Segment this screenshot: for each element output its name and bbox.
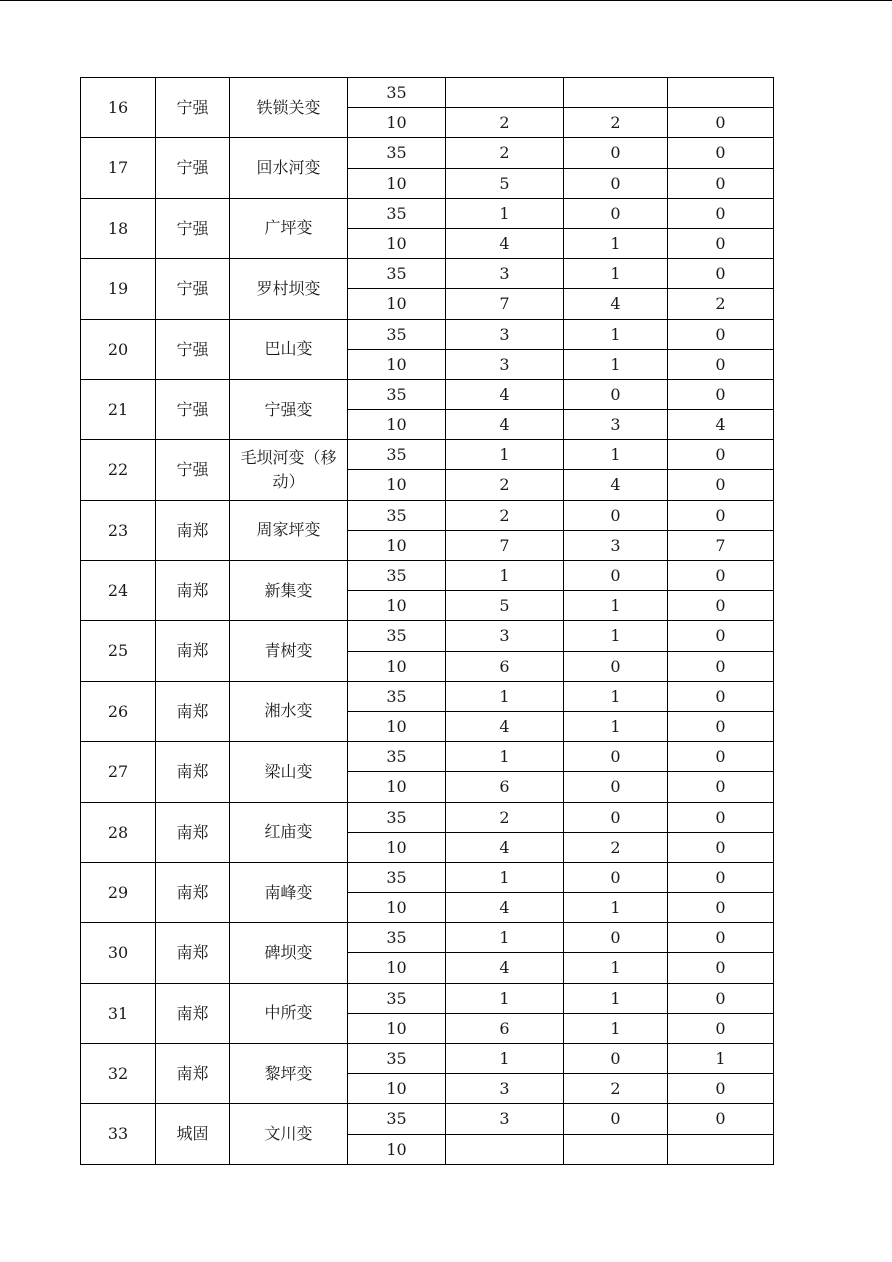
count-cell: 3: [446, 349, 564, 379]
count-cell: 0: [564, 1044, 668, 1074]
count-cell: 7: [446, 289, 564, 319]
count-cell: 0: [564, 923, 668, 953]
count-cell: 2: [446, 108, 564, 138]
count-cell: 6: [446, 651, 564, 681]
station-name-cell: 广坪变: [230, 198, 348, 258]
count-cell: [446, 78, 564, 108]
count-cell: 1: [446, 1044, 564, 1074]
count-cell: 0: [668, 319, 774, 349]
count-cell: 7: [668, 530, 774, 560]
row-index-cell: 29: [81, 862, 156, 922]
count-cell: 0: [668, 500, 774, 530]
count-cell: 0: [564, 138, 668, 168]
count-cell: 4: [446, 893, 564, 923]
table-row: [81, 440, 774, 470]
row-index-cell: 27: [81, 742, 156, 802]
count-cell: 2: [446, 138, 564, 168]
count-cell: [564, 1134, 668, 1164]
count-cell: 1: [446, 198, 564, 228]
count-cell: 0: [668, 681, 774, 711]
row-index-cell: 31: [81, 983, 156, 1043]
count-cell: 1: [564, 621, 668, 651]
county-cell: 南郑: [156, 681, 230, 741]
count-cell: 0: [564, 198, 668, 228]
page-top-rule: [0, 0, 892, 1]
voltage-cell: 10: [348, 1134, 446, 1164]
count-cell: 1: [446, 681, 564, 711]
count-cell: 4: [446, 832, 564, 862]
row-index-cell: 17: [81, 138, 156, 198]
row-index-cell: 24: [81, 561, 156, 621]
count-cell: 5: [446, 168, 564, 198]
count-cell: 0: [668, 379, 774, 409]
row-index-cell: 25: [81, 621, 156, 681]
count-cell: 0: [564, 772, 668, 802]
voltage-cell: 10: [348, 893, 446, 923]
count-cell: 1: [564, 591, 668, 621]
row-index-cell: 20: [81, 319, 156, 379]
station-name-cell: 中所变: [230, 983, 348, 1043]
voltage-cell: 35: [348, 681, 446, 711]
count-cell: 0: [668, 440, 774, 470]
substation-table: [80, 77, 774, 1165]
station-name-cell: 南峰变: [230, 862, 348, 922]
station-name-cell: 青树变: [230, 621, 348, 681]
row-index-cell: 18: [81, 198, 156, 258]
count-cell: [446, 1134, 564, 1164]
row-index-cell: 33: [81, 1104, 156, 1164]
table-row: [81, 1044, 774, 1074]
count-cell: 0: [668, 259, 774, 289]
count-cell: 7: [446, 530, 564, 560]
count-cell: 2: [446, 500, 564, 530]
count-cell: 1: [668, 1044, 774, 1074]
count-cell: 0: [668, 832, 774, 862]
count-cell: 0: [668, 228, 774, 258]
station-name-cell: 梁山变: [230, 742, 348, 802]
row-index-cell: 21: [81, 379, 156, 439]
count-cell: 0: [668, 108, 774, 138]
row-index-cell: 28: [81, 802, 156, 862]
voltage-cell: 10: [348, 410, 446, 440]
count-cell: 0: [668, 862, 774, 892]
voltage-cell: 35: [348, 862, 446, 892]
table-row: [81, 862, 774, 892]
station-name-cell: 新集变: [230, 561, 348, 621]
voltage-cell: 35: [348, 198, 446, 228]
voltage-cell: 10: [348, 228, 446, 258]
voltage-cell: 35: [348, 78, 446, 108]
voltage-cell: 35: [348, 379, 446, 409]
count-cell: 0: [668, 198, 774, 228]
count-cell: 4: [668, 410, 774, 440]
count-cell: 0: [668, 1074, 774, 1104]
county-cell: 宁强: [156, 319, 230, 379]
county-cell: 南郑: [156, 742, 230, 802]
count-cell: 0: [668, 621, 774, 651]
station-name-cell: 周家坪变: [230, 500, 348, 560]
county-cell: 宁强: [156, 259, 230, 319]
table-row: [81, 621, 774, 651]
count-cell: 4: [564, 470, 668, 500]
table-row: [81, 923, 774, 953]
voltage-cell: 35: [348, 319, 446, 349]
county-cell: 南郑: [156, 802, 230, 862]
table-row: [81, 561, 774, 591]
county-cell: 南郑: [156, 561, 230, 621]
station-name-cell: 黎坪变: [230, 1044, 348, 1104]
voltage-cell: 10: [348, 470, 446, 500]
count-cell: 2: [668, 289, 774, 319]
voltage-cell: 35: [348, 742, 446, 772]
county-cell: 南郑: [156, 621, 230, 681]
table-row: [81, 198, 774, 228]
count-cell: 0: [668, 470, 774, 500]
count-cell: 0: [564, 379, 668, 409]
station-name-cell: 湘水变: [230, 681, 348, 741]
count-cell: 0: [668, 1013, 774, 1043]
count-cell: 4: [446, 711, 564, 741]
count-cell: 4: [446, 953, 564, 983]
voltage-cell: 35: [348, 138, 446, 168]
count-cell: 3: [564, 410, 668, 440]
count-cell: 3: [446, 1104, 564, 1134]
voltage-cell: 35: [348, 440, 446, 470]
count-cell: 0: [564, 651, 668, 681]
voltage-cell: 35: [348, 621, 446, 651]
county-cell: 南郑: [156, 923, 230, 983]
voltage-cell: 10: [348, 711, 446, 741]
row-index-cell: 22: [81, 440, 156, 500]
count-cell: 2: [446, 470, 564, 500]
count-cell: [564, 78, 668, 108]
count-cell: 0: [564, 742, 668, 772]
station-name-cell: 铁锁关变: [230, 78, 348, 138]
count-cell: 0: [564, 862, 668, 892]
count-cell: 4: [446, 228, 564, 258]
voltage-cell: 10: [348, 953, 446, 983]
voltage-cell: 10: [348, 1074, 446, 1104]
table-row: [81, 78, 774, 108]
row-index-cell: 16: [81, 78, 156, 138]
row-index-cell: 26: [81, 681, 156, 741]
count-cell: 1: [564, 440, 668, 470]
table-row: [81, 742, 774, 772]
count-cell: 6: [446, 1013, 564, 1043]
voltage-cell: 35: [348, 802, 446, 832]
station-name-cell: 巴山变: [230, 319, 348, 379]
station-name-cell: 罗村坝变: [230, 259, 348, 319]
count-cell: 0: [668, 983, 774, 1013]
count-cell: 1: [446, 983, 564, 1013]
count-cell: 1: [564, 711, 668, 741]
county-cell: 城固: [156, 1104, 230, 1164]
county-cell: 宁强: [156, 198, 230, 258]
count-cell: 0: [668, 953, 774, 983]
count-cell: 1: [446, 561, 564, 591]
voltage-cell: 35: [348, 983, 446, 1013]
voltage-cell: 10: [348, 832, 446, 862]
count-cell: [668, 78, 774, 108]
count-cell: 0: [668, 772, 774, 802]
county-cell: 南郑: [156, 1044, 230, 1104]
count-cell: 2: [564, 832, 668, 862]
count-cell: 0: [668, 561, 774, 591]
sheet-viewport: [0, 83, 892, 1159]
station-name-cell: 碑坝变: [230, 923, 348, 983]
count-cell: 1: [564, 893, 668, 923]
station-name-cell: 毛坝河变（移动）: [230, 440, 348, 500]
count-cell: 3: [446, 319, 564, 349]
table-row: [81, 983, 774, 1013]
count-cell: 1: [564, 228, 668, 258]
count-cell: 0: [668, 591, 774, 621]
voltage-cell: 10: [348, 651, 446, 681]
count-cell: 0: [668, 349, 774, 379]
row-index-cell: 30: [81, 923, 156, 983]
count-cell: 4: [446, 379, 564, 409]
count-cell: 1: [564, 983, 668, 1013]
count-cell: 0: [668, 168, 774, 198]
count-cell: 2: [564, 108, 668, 138]
count-cell: 3: [446, 1074, 564, 1104]
count-cell: 0: [668, 742, 774, 772]
row-index-cell: 32: [81, 1044, 156, 1104]
county-cell: 南郑: [156, 983, 230, 1043]
count-cell: 3: [446, 259, 564, 289]
count-cell: 1: [446, 440, 564, 470]
count-cell: 1: [564, 349, 668, 379]
count-cell: 4: [564, 289, 668, 319]
count-cell: 1: [564, 953, 668, 983]
table-row: [81, 138, 774, 168]
table-row: [81, 1104, 774, 1134]
count-cell: 2: [446, 802, 564, 832]
voltage-cell: 35: [348, 561, 446, 591]
voltage-cell: 10: [348, 349, 446, 379]
table-row: [81, 681, 774, 711]
count-cell: 0: [564, 561, 668, 591]
count-cell: 0: [564, 1104, 668, 1134]
count-cell: 0: [564, 802, 668, 832]
voltage-cell: 10: [348, 168, 446, 198]
count-cell: [668, 1134, 774, 1164]
count-cell: 5: [446, 591, 564, 621]
station-name-cell: 文川变: [230, 1104, 348, 1164]
count-cell: 6: [446, 772, 564, 802]
row-index-cell: 19: [81, 259, 156, 319]
county-cell: 宁强: [156, 379, 230, 439]
voltage-cell: 10: [348, 289, 446, 319]
voltage-cell: 10: [348, 772, 446, 802]
count-cell: 0: [668, 923, 774, 953]
row-index-cell: 23: [81, 500, 156, 560]
count-cell: 0: [668, 893, 774, 923]
count-cell: 1: [564, 259, 668, 289]
count-cell: 0: [564, 500, 668, 530]
voltage-cell: 35: [348, 1104, 446, 1134]
voltage-cell: 10: [348, 108, 446, 138]
count-cell: 1: [446, 742, 564, 772]
count-cell: 1: [564, 681, 668, 711]
station-name-cell: 红庙变: [230, 802, 348, 862]
count-cell: 3: [564, 530, 668, 560]
table-row: [81, 319, 774, 349]
count-cell: 4: [446, 410, 564, 440]
table-row: [81, 259, 774, 289]
table-row: [81, 500, 774, 530]
count-cell: 0: [668, 711, 774, 741]
voltage-cell: 35: [348, 923, 446, 953]
voltage-cell: 10: [348, 1013, 446, 1043]
voltage-cell: 35: [348, 259, 446, 289]
count-cell: 1: [564, 1013, 668, 1043]
count-cell: 0: [668, 651, 774, 681]
county-cell: 宁强: [156, 78, 230, 138]
count-cell: 0: [668, 802, 774, 832]
count-cell: 1: [446, 923, 564, 953]
count-cell: 0: [668, 138, 774, 168]
count-cell: 1: [446, 862, 564, 892]
voltage-cell: 10: [348, 591, 446, 621]
station-name-cell: 回水河变: [230, 138, 348, 198]
count-cell: 3: [446, 621, 564, 651]
count-cell: 1: [564, 319, 668, 349]
county-cell: 南郑: [156, 500, 230, 560]
count-cell: 2: [564, 1074, 668, 1104]
voltage-cell: 35: [348, 500, 446, 530]
voltage-cell: 10: [348, 530, 446, 560]
voltage-cell: 35: [348, 1044, 446, 1074]
county-cell: 南郑: [156, 862, 230, 922]
county-cell: 宁强: [156, 440, 230, 500]
table-row: [81, 802, 774, 832]
count-cell: 0: [564, 168, 668, 198]
station-name-cell: 宁强变: [230, 379, 348, 439]
table-body: [81, 78, 774, 1165]
count-cell: 0: [668, 1104, 774, 1134]
county-cell: 宁强: [156, 138, 230, 198]
table-row: [81, 379, 774, 409]
